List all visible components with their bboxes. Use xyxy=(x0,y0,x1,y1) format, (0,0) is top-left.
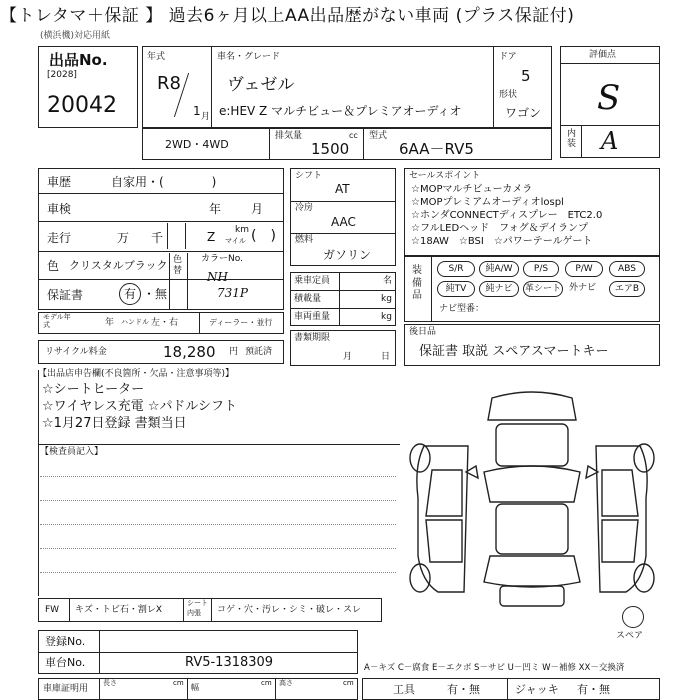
recycle-amount: 18,280 xyxy=(163,343,216,361)
car-trunk xyxy=(500,586,564,606)
mileage-sen: 千 xyxy=(151,231,164,245)
interior-score: A xyxy=(601,127,619,155)
fw-row xyxy=(38,598,382,622)
mileage-label: 走行 xyxy=(47,231,72,245)
inspection-year: 年 xyxy=(209,202,222,216)
damage-legend: A－キズ C－腐食 E－エクボ S－サビ U－凹ミ W－補修 XX－交換済 xyxy=(364,663,625,673)
recycle-unit: 円 xyxy=(229,347,239,357)
type-label: 型式 xyxy=(369,131,388,141)
jack-value: 有・無 xyxy=(577,683,610,696)
model-year-label: モデル年式 xyxy=(43,313,71,329)
interior-label: 内装 xyxy=(567,129,577,150)
inspector-line xyxy=(40,500,396,501)
car-left-front-door xyxy=(426,470,462,516)
model-year-unit: 年 xyxy=(105,318,115,328)
equip-tv: 純TV xyxy=(437,281,475,297)
later-block xyxy=(404,324,660,366)
warranty-no: 無 xyxy=(155,287,168,301)
car-outline-diagram xyxy=(404,386,660,612)
registration-block xyxy=(38,630,358,674)
model-name: ヴェゼル xyxy=(227,75,295,95)
fw-label: FW xyxy=(45,605,60,615)
fuel-label: 燃料 xyxy=(295,235,314,245)
reg-label: 登録No. xyxy=(45,635,86,648)
car-left-rear-door xyxy=(426,520,462,562)
cert-row xyxy=(38,678,358,700)
fuel-value: ガソリン xyxy=(323,248,372,262)
header-banner: 【トレタマ＋保証 】 過去6ヶ月以上AA出品歴がない車両 (プラス保証付) xyxy=(0,6,575,26)
length-unit: cm xyxy=(173,679,184,687)
load-unit: kg xyxy=(381,294,392,304)
warranty-yes: 有 xyxy=(124,287,137,301)
cert-label: 車庫証明用 xyxy=(43,684,89,694)
sales-block xyxy=(404,168,660,256)
seat-label: シート xyxy=(187,599,208,607)
score-box xyxy=(560,46,660,158)
warranty-sep: ・ xyxy=(143,287,156,301)
car-wheel-rr xyxy=(634,564,654,592)
car-rear-window xyxy=(484,556,580,587)
mile-unit: マイル xyxy=(225,237,246,245)
form-top-note: (横浜機)対応用紙 xyxy=(40,31,111,41)
tools-label: 工具 xyxy=(393,683,415,696)
car-wheel-rl xyxy=(410,564,430,592)
spare-label: スペア xyxy=(616,631,644,641)
sales-line: ☆18AW ☆BSI ☆パワーテールゲート xyxy=(411,236,593,247)
model-year-row xyxy=(38,312,284,334)
equipment-block xyxy=(404,256,660,322)
deadline-block xyxy=(290,330,396,366)
color-no-label: カラーNo. xyxy=(201,254,243,264)
equip-abs: ABS xyxy=(609,261,645,277)
car-roof-outline xyxy=(488,392,576,420)
seat-label-2: 内張 xyxy=(187,609,201,617)
vehicle-header xyxy=(142,46,552,128)
model-type: 6AA－RV5 xyxy=(399,140,474,158)
equip-airbag: エアB xyxy=(609,281,645,297)
car-windshield xyxy=(484,466,580,502)
score-label: 評価点 xyxy=(589,50,617,60)
displacement-label: 排気量 xyxy=(275,131,303,141)
color-value: クリスタルブラック xyxy=(69,259,168,272)
displacement-unit: cc xyxy=(349,131,358,140)
body-label: 形状 xyxy=(499,90,518,100)
spec-row xyxy=(142,128,552,160)
inspection-label: 車検 xyxy=(47,202,72,216)
fw-value: キズ・トビ石・割レX xyxy=(75,605,162,615)
exhibitor-line: ☆シートヒーター xyxy=(42,382,145,397)
navi-model-label: ナビ型番： xyxy=(439,304,485,314)
equipment-label: 装備品 xyxy=(412,265,422,301)
inspector-line xyxy=(40,548,396,549)
car-right-front-door xyxy=(602,470,638,516)
tools-value: 有・無 xyxy=(447,683,480,696)
color-change-label: 色替 xyxy=(173,255,183,276)
recycle-label: リサイクル料金 xyxy=(45,347,107,357)
doors-label: ドア xyxy=(499,52,517,62)
exhibitor-label: 【出品店申告欄(不良箇所・欠品・注意事項等)】 xyxy=(38,369,235,379)
lot-box xyxy=(38,46,138,128)
recycle-row xyxy=(38,340,284,364)
year-label: 年式 xyxy=(147,52,166,62)
exhibitor-line: ☆1月27日登録 書類当日 xyxy=(42,416,187,431)
inspector-line xyxy=(40,572,396,573)
model-label: 車名・グレード xyxy=(217,52,281,62)
car-right-rear-door xyxy=(602,520,638,562)
inspector-line xyxy=(40,524,396,525)
sales-line: ☆フルLEDヘッド フォグ＆デイランプ xyxy=(411,223,588,234)
ac-label: 冷房 xyxy=(295,203,314,213)
history-value: 自家用・( ) xyxy=(111,175,217,189)
shift-value: AT xyxy=(335,182,350,196)
shift-label: シフト xyxy=(295,171,323,181)
height-label: 高さ xyxy=(279,679,293,687)
mileage-paren: ( ) xyxy=(251,228,276,244)
car-right-side xyxy=(596,446,647,592)
year-month: 1 xyxy=(193,104,201,118)
doors: 5 xyxy=(521,67,531,85)
deadline-label: 書類期限 xyxy=(294,333,331,343)
lot-number: 20042 xyxy=(47,93,117,118)
year-month-unit: 月 xyxy=(201,112,211,122)
sales-line: ☆ホンダCONNECTディスプレー ETC2.0 xyxy=(411,210,603,221)
displacement: 1500 xyxy=(311,140,350,158)
recycle-note: 預託済 xyxy=(245,347,273,357)
deadline-month: 月 xyxy=(343,352,353,362)
inspector-label: 【検査員記入】 xyxy=(40,447,104,457)
dealer-label: ディーラー・並行 xyxy=(209,318,273,327)
shift-block xyxy=(290,168,396,266)
year-era: R8 xyxy=(157,73,181,94)
capacity-block xyxy=(290,272,396,326)
warranty-label: 保証書 xyxy=(47,288,84,302)
equip-pw: P/W xyxy=(565,261,603,277)
spare-tire-icon xyxy=(622,606,644,628)
car-roof xyxy=(496,504,568,554)
equip-leather: 革シート xyxy=(523,281,563,297)
equip-ps: P/S xyxy=(523,261,559,277)
equip-navi: 純ナビ xyxy=(479,281,519,297)
equip-aw: 純A/W xyxy=(479,261,519,277)
sales-label: セールスポイント xyxy=(409,171,481,181)
drive: 2WD・4WD xyxy=(165,138,229,151)
history-label: 車歴 xyxy=(47,175,72,189)
exhibitor-line: ☆ワイヤレス充電 ☆パドルシフト xyxy=(42,399,237,414)
handle-label: ハンドル xyxy=(121,318,149,326)
score-value: S xyxy=(597,78,621,118)
km-unit: km xyxy=(235,225,249,235)
chassis-number: RV5-1318309 xyxy=(185,655,274,670)
weight-label: 車両重量 xyxy=(294,312,331,322)
handle-value: 左・右 xyxy=(151,318,179,328)
later-value: 保証書 取説 スペアスマートキー xyxy=(419,344,609,359)
weight-unit: kg xyxy=(381,312,392,322)
car-left-side xyxy=(417,446,468,592)
later-label: 後日品 xyxy=(409,327,437,337)
inspector-line xyxy=(40,476,396,477)
jack-label: ジャッキ xyxy=(515,683,559,696)
exhibitor-border xyxy=(38,370,41,596)
color-no-2: 731P xyxy=(217,286,248,300)
lot-label: 出品No. xyxy=(49,51,108,69)
inspection-month: 月 xyxy=(251,202,264,216)
lot-tag: [2028] xyxy=(47,70,77,80)
width-label: 幅 xyxy=(191,683,199,692)
load-label: 積載量 xyxy=(294,294,322,304)
width-unit: cm xyxy=(261,679,272,687)
equip-sr: S/R xyxy=(437,261,475,277)
deadline-day: 日 xyxy=(381,352,391,362)
sales-line: ☆MOPプレミアムオーディオlospl xyxy=(411,197,564,208)
height-unit: cm xyxy=(343,679,354,687)
color-no-1: NH xyxy=(207,270,228,284)
grade: e:HEV Z マルチビュー＆プレミアオーディオ xyxy=(219,104,462,118)
ac-value: AAC xyxy=(331,215,356,229)
mileage-man: 万 xyxy=(117,231,130,245)
chassis-label: 車台No. xyxy=(45,656,86,669)
body-type: ワゴン xyxy=(505,106,542,120)
history-block xyxy=(38,168,284,310)
capacity-label: 乗車定員 xyxy=(294,276,331,286)
equip-ext-navi: 外ナビ xyxy=(569,283,597,293)
car-hood xyxy=(496,424,568,466)
mileage-mark: Z xyxy=(207,230,216,244)
capacity-unit: 名 xyxy=(383,276,393,286)
sales-line: ☆MOPマルチビューカメラ xyxy=(411,184,533,195)
tools-row xyxy=(362,678,660,700)
color-label: 色 xyxy=(47,259,60,273)
seat-value: コゲ・穴・汚レ・シミ・破レ・スレ xyxy=(217,605,362,615)
length-label: 長さ xyxy=(103,679,117,687)
